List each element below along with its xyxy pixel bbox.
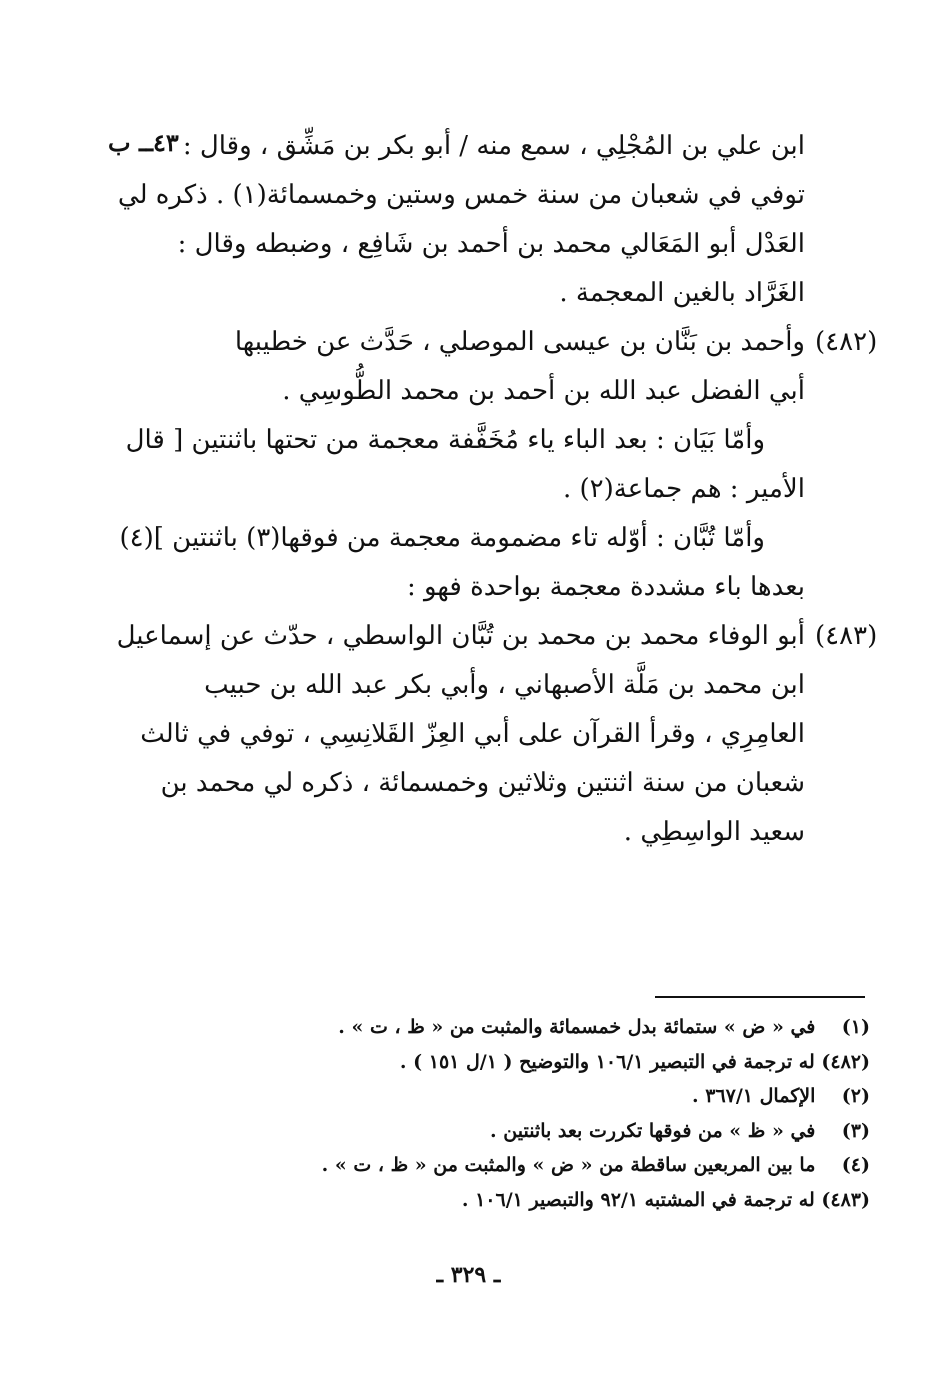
footnote xyxy=(300,1183,870,1218)
footnote-text: في « ض » ستمائة بدل خمسمائة والمثبت من « ظ ، ت » . xyxy=(338,1016,816,1038)
text-line: الأمير : هم جماعة(٢) . xyxy=(562,474,805,504)
text-line: وأحمد بن بَنَّان بن عيسى الموصلي ، حَدَّث عن خطيبها xyxy=(234,327,805,357)
page-number: ـ ٣٢٩ ـ xyxy=(436,1262,501,1288)
footnote xyxy=(300,1045,870,1080)
footnote-separator xyxy=(655,996,865,998)
footnote-number: (٤٨٣) xyxy=(821,1188,870,1211)
footnote-number: (١) xyxy=(841,1016,870,1038)
entry-number: (٤٨٢) xyxy=(815,327,878,357)
footnote-number: (٤٨٢) xyxy=(821,1050,870,1073)
footnote-text: الإكمال ٣٦٧/١ . xyxy=(692,1085,816,1107)
footnote xyxy=(300,1148,870,1183)
margin-folio-note: ٤٣ــ ب xyxy=(108,128,179,157)
text-line: وأمّا بَيَان : بعد الباء ياء مُخَفَّفة معجمة من تحتها باثنتين [ قال xyxy=(125,425,765,455)
text-line: ابن محمد بن مَلَّة الأصبهاني ، وأبي بكر عبد الله بن حبيب xyxy=(204,670,805,700)
footnote-text: له ترجمة في المشتبه ٩٢/١ والتبصير ١٠٦/١ . xyxy=(461,1188,815,1211)
text-line: شعبان من سنة اثنتين وثلاثين وخمسمائة ، ذكره لي محمد بن xyxy=(160,768,805,798)
entry-number: (٤٨٣) xyxy=(815,621,878,651)
text-line: وأمّا تُبَّان : أوّله تاء مضمومة معجمة من فوقها(٣) باثنتين ](٤) xyxy=(119,523,765,553)
entry-483 xyxy=(116,612,878,857)
text-line: سعيد الواسِطِي . xyxy=(623,817,805,847)
footnote-text: في « ظ » من فوقها تكررت بعد باثنتين . xyxy=(490,1119,816,1142)
entry-482 xyxy=(119,318,878,612)
footnotes xyxy=(300,1010,870,1217)
text-line: أبي الفضل عبد الله بن أحمد بن محمد الطُّوسِي . xyxy=(282,376,805,406)
footnote-number: (٢) xyxy=(841,1085,870,1107)
text-line: العامِرِي ، وقرأ القرآن على أبي العِزّ القَلانِسِي ، توفي في ثالث xyxy=(140,719,805,749)
text-line: أبو الوفاء محمد بن محمد بن تُبَّان الواسطي ، حدّث عن إسماعيل xyxy=(116,621,805,651)
text-line: ابن علي بن المُجْلِي ، سمع منه / أبو بكر بن مَشِّق ، وقال : xyxy=(182,131,805,161)
footnote-number: (٤) xyxy=(841,1154,870,1176)
footnote xyxy=(300,1114,870,1149)
text-line: توفي في شعبان من سنة خمس وستين وخمسمائة(١) . ذكره لي xyxy=(117,180,805,210)
footnote-text: له ترجمة في التبصير ١٠٦/١ والتوضيح ( ١/ل ١٥١ ) . xyxy=(399,1050,815,1073)
footnote xyxy=(300,1010,870,1045)
text-line: العَدْل أبو المَعَالي محمد بن أحمد بن شَافِع ، وضبطه وقال : xyxy=(177,229,805,259)
footnote xyxy=(300,1079,870,1114)
footnote-number: (٣) xyxy=(841,1119,870,1142)
text-line: بعدها باء مشددة معجمة بواحدة فهو : xyxy=(406,572,805,602)
footnote-text: ما بين المربعين ساقطة من « ض » والمثبت من « ظ ، ت » . xyxy=(321,1154,816,1176)
text-line: الغَرَّاد بالغين المعجمة . xyxy=(559,278,805,308)
